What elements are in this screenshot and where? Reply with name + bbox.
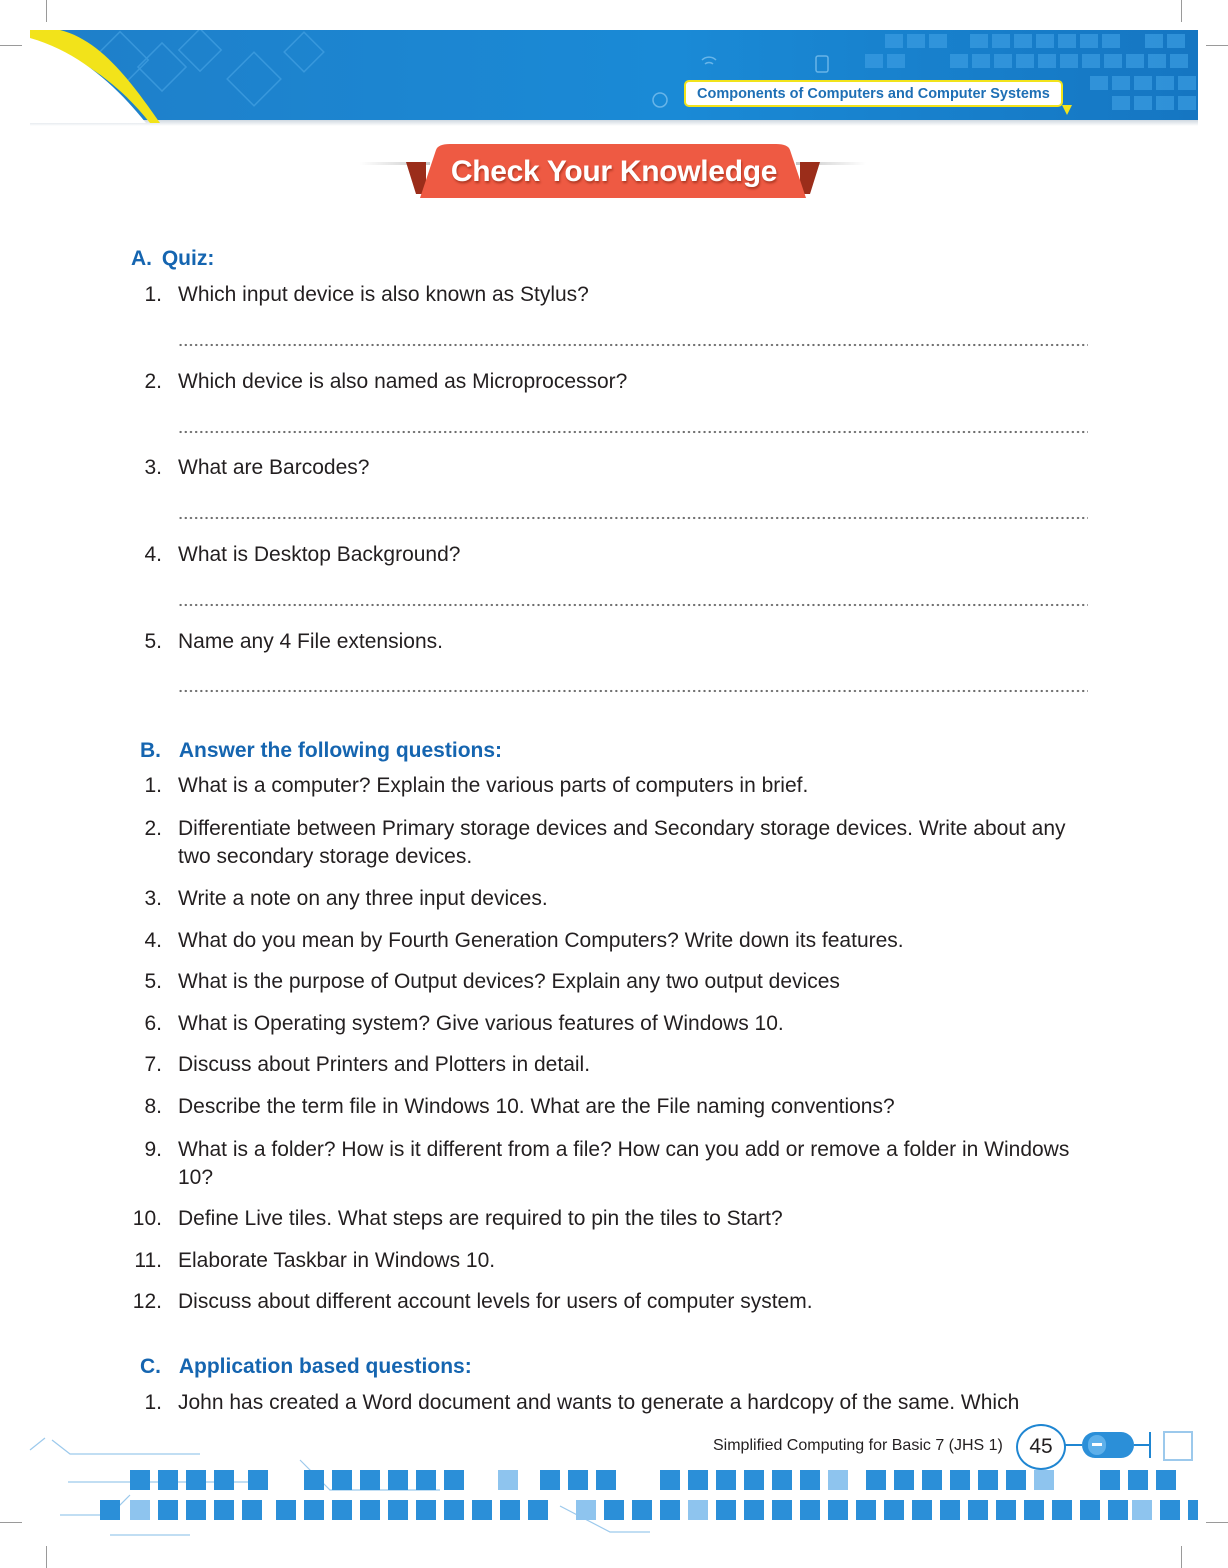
question-number: 2. — [144, 370, 162, 393]
question-number: 1. — [144, 283, 162, 306]
question-text: Which input device is also known as Stylus? — [178, 283, 589, 306]
question-text: Describe the term file in Windows 10. What are the File naming conventions? — [178, 1095, 895, 1118]
question-text: Differentiate between Primary storage devices and Secondary storage devices. Write about any two secondary storage devices. — [178, 817, 1066, 868]
question-text: What is Operating system? Give various features of Windows 10. — [178, 1012, 784, 1035]
crop-mark — [1206, 45, 1228, 46]
question-number: 8. — [144, 1095, 162, 1118]
question-number: 1. — [144, 1391, 162, 1414]
question-number: 10. — [132, 1207, 162, 1230]
question-text: What is the purpose of Output devices? Explain any two output devices — [178, 970, 840, 993]
question-text: Which device is also named as Microprocessor? — [178, 370, 628, 393]
question-number: 5. — [144, 630, 162, 653]
question-number: 9. — [144, 1138, 162, 1161]
question-text: John has created a Word document and wants to generate a hardcopy of the same. Which — [178, 1391, 1020, 1414]
answer-line[interactable] — [178, 343, 1088, 347]
section-letter: C. — [140, 1355, 161, 1378]
answer-line[interactable] — [178, 516, 1088, 520]
header-swoosh — [0, 0, 200, 130]
question-text: What is a folder? How is it different from a file? How can you add or remove a folder in Windows 10? — [178, 1138, 1070, 1189]
question-text: Define Live tiles. What steps are required to pin the tiles to Start? — [178, 1207, 783, 1230]
question-text: What is a computer? Explain the various parts of computers in brief. — [178, 774, 809, 797]
section-letter: B. — [140, 739, 161, 762]
question-number: 12. — [132, 1290, 162, 1313]
chapter-tag-tail — [1062, 105, 1072, 115]
answer-line[interactable] — [178, 689, 1088, 693]
crop-mark — [1181, 0, 1182, 22]
question-number: 1. — [144, 774, 162, 797]
section-b-heading — [140, 739, 502, 763]
question-text: Discuss about Printers and Plotters in detail. — [178, 1053, 591, 1076]
section-c-heading — [140, 1355, 472, 1379]
question-number: 4. — [144, 543, 162, 566]
header-pattern — [30, 30, 1198, 123]
question-number: 4. — [144, 929, 162, 952]
question-text: Write a note on any three input devices. — [178, 887, 548, 910]
question-text: Elaborate Taskbar in Windows 10. — [178, 1249, 496, 1272]
question-text: What do you mean by Fourth Generation Computers? Write down its features. — [178, 929, 904, 952]
question-number: 2. — [144, 817, 162, 840]
question-text: What are Barcodes? — [178, 456, 370, 479]
question-number: 3. — [144, 456, 162, 479]
chapter-title: Components of Computers and Computer Systems — [697, 85, 1050, 102]
answer-line[interactable] — [178, 430, 1088, 434]
question-number: 3. — [144, 887, 162, 910]
question-number: 11. — [134, 1249, 162, 1272]
answer-line[interactable] — [178, 603, 1088, 607]
section-a-heading — [131, 247, 214, 271]
page-title: Check Your Knowledge — [450, 155, 778, 188]
section-label: Quiz: — [161, 247, 215, 270]
question-text: Name any 4 File extensions. — [178, 630, 443, 653]
question-number: 6. — [144, 1012, 162, 1035]
book-title: Simplified Computing for Basic 7 (JHS 1) — [713, 1437, 1003, 1454]
question-number: 7. — [144, 1053, 162, 1076]
chapter-title-tag — [684, 80, 1063, 107]
section-label: Application based questions: — [178, 1355, 472, 1378]
section-letter: A. — [131, 247, 152, 270]
page-number: 45 — [1016, 1424, 1066, 1470]
section-label: Answer the following questions: — [178, 739, 503, 762]
header-band — [30, 30, 1198, 123]
header-shadow — [30, 120, 1198, 126]
question-text: What is Desktop Background? — [178, 543, 461, 566]
question-text: Discuss about different account levels for users of computer system. — [178, 1290, 813, 1313]
question-number: 5. — [144, 970, 162, 993]
